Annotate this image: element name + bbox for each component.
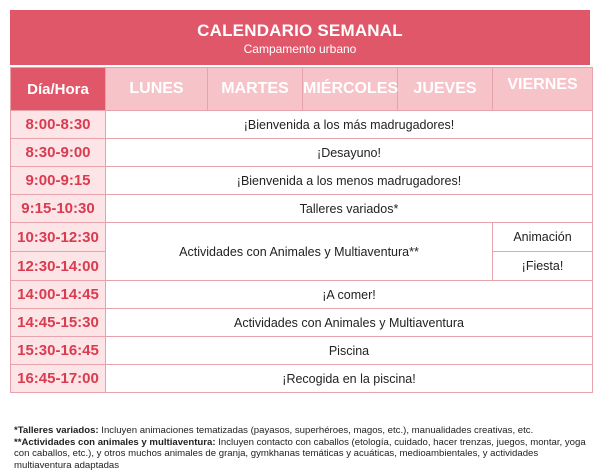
- column-header-wednesday: MIÉRCOLES: [303, 68, 398, 111]
- footnote-talleres: [14, 425, 588, 437]
- time-cell: 14:45-15:30: [11, 309, 106, 337]
- schedule-table: [10, 67, 593, 393]
- footnotes: [14, 425, 588, 471]
- table-row: [11, 337, 593, 365]
- footnote-actividades: [14, 437, 588, 472]
- page-subtitle: Campamento urbano: [243, 42, 357, 56]
- activity-cell: Actividades con Animales y Multiaventura: [106, 309, 593, 337]
- table-row: [11, 365, 593, 393]
- column-header-dayhour: Día/Hora: [11, 68, 106, 111]
- time-cell: 8:30-9:00: [11, 139, 106, 167]
- table-row: [11, 167, 593, 195]
- page-title: CALENDARIO SEMANAL: [197, 21, 403, 40]
- time-cell: 14:00-14:45: [11, 281, 106, 309]
- activity-cell: ¡Bienvenida a los más madrugadores!: [106, 111, 593, 139]
- table-row: [11, 223, 593, 252]
- activity-cell: ¡Desayuno!: [106, 139, 593, 167]
- activity-cell: ¡A comer!: [106, 281, 593, 309]
- column-header-monday: LUNES: [106, 68, 208, 111]
- header-row: [11, 68, 593, 111]
- activity-cell: Actividades con Animales y Multiaventura**: [106, 223, 493, 281]
- time-cell: 16:45-17:00: [11, 365, 106, 393]
- table-row: [11, 195, 593, 223]
- activity-cell: Talleres variados*: [106, 195, 593, 223]
- friday-activity-cell: Animación: [493, 223, 593, 252]
- table-row: [11, 281, 593, 309]
- friday-activity-cell: ¡Fiesta!: [493, 252, 593, 281]
- time-cell: 12:30-14:00: [11, 252, 106, 281]
- time-cell: 10:30-12:30: [11, 223, 106, 252]
- table-row: [11, 139, 593, 167]
- footnote-text: Incluyen animaciones tematizadas (payasos, superhéroes, magos, etc.), manualidades creativas, etc.: [101, 425, 534, 436]
- activity-cell: ¡Recogida en la piscina!: [106, 365, 593, 393]
- table-row: [11, 111, 593, 139]
- time-cell: 9:00-9:15: [11, 167, 106, 195]
- table-row: [11, 309, 593, 337]
- column-header-thursday: JUEVES: [398, 68, 493, 111]
- time-cell: 15:30-16:45: [11, 337, 106, 365]
- footnote-label: *Talleres variados:: [14, 425, 99, 436]
- schedule-banner: [10, 10, 590, 65]
- activity-cell: ¡Bienvenida a los menos madrugadores!: [106, 167, 593, 195]
- footnote-text: Incluyen contacto con caballos (etología, cuidado, hacer trenzas, juegos, montar, yoga con caballos, etc.), y otros muchos animales de granja, gymkhanas temáticas y acuáticas, medioambientales, y actividades multiaventura adaptadas: [14, 436, 586, 471]
- footnote-label: **Actividades con animales y multiaventura:: [14, 436, 216, 448]
- time-cell: 8:00-8:30: [11, 111, 106, 139]
- column-header-tuesday: MARTES: [208, 68, 303, 111]
- time-cell: 9:15-10:30: [11, 195, 106, 223]
- activity-cell: Piscina: [106, 337, 593, 365]
- column-header-friday: VIERNES: [493, 68, 593, 111]
